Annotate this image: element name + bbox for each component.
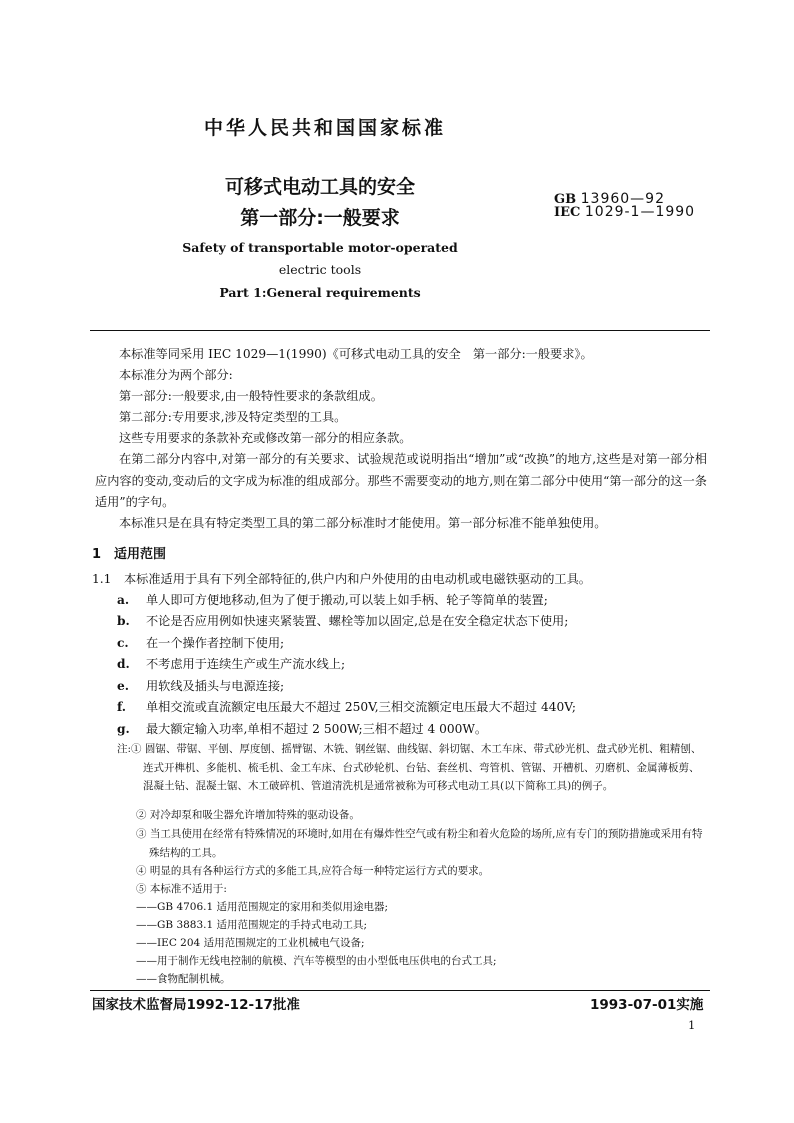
exclusion-4: ——用于制作无线电控制的航模、汽车等模型的由小型低电压供电的台式工具; bbox=[136, 955, 497, 967]
clause-number: 1.1 bbox=[92, 572, 112, 586]
title-en-line1: Safety of transportable motor-operated bbox=[182, 240, 458, 255]
section-1-heading: 1 适用范围 bbox=[92, 547, 167, 562]
scope-item-f: f. 单相交流或直流额定电压最大不超过 250V,三相交流额定电压最大不超过 440V; bbox=[117, 700, 576, 714]
scope-item-b: b. 不论是否应用例如快速夹紧装置、螺栓等加以固定,总是在安全稳定状态下使用; bbox=[117, 614, 569, 628]
approval-date: 国家技术监督局1992-12-17批准 bbox=[92, 997, 300, 1013]
intro-paragraph-4: 第二部分:专用要求,涉及特定类型的工具。 bbox=[119, 410, 347, 424]
title-cn-line2: 第一部分:一般要求 bbox=[240, 207, 400, 229]
scope-item-a: a. 单人即可方便地移动,但为了便于搬动,可以装上如手柄、轮子等简单的装置; bbox=[117, 593, 548, 607]
note-1: 注:① 圆锯、带锯、平刨、厚度刨、摇臂锯、木铣、钢丝锯、曲线锯、斜切锯、木工车床、带式砂光机、盘式砂光机、粗精刨、连式开榫机、多能机、梳毛机、金工车床、台式砂轮机、台钻、套丝机、弯管机、管锯、开槽机、刃磨机、金属薄板剪、混凝土钻、混凝土锯、木工破碎机、管道清洗机是通常被称为可移式电动工具(以下简称工具)的例子。 bbox=[117, 743, 702, 792]
implementation-date: 1993-07-01实施 bbox=[590, 997, 704, 1013]
header-rule bbox=[90, 330, 710, 331]
scope-item-c: c. 在一个操作者控制下使用; bbox=[117, 636, 285, 650]
scope-item-d: d. 不考虑用于连续生产或生产流水线上; bbox=[117, 657, 346, 671]
exclusion-3: ——IEC 204 适用范围规定的工业机械电气设备; bbox=[136, 937, 365, 949]
scope-item-e: e. 用软线及插头与电源连接; bbox=[117, 679, 285, 693]
national-standard-header: 中华人民共和国国家标准 bbox=[203, 117, 446, 139]
iec-code: 1029-1—1990 bbox=[584, 204, 696, 220]
intro-paragraph-6: 在第二部分内容中,对第一部分的有关要求、试验规范或说明指出“增加”或“改换”的地方,这些是对第一部分相应内容的变动,变动后的文字成为标准的组成部分。那些不需要变动的地方,则在第二部分中使用“第一部分的这一条适用”的字句。 bbox=[95, 452, 707, 509]
gb-code: 13960—92 bbox=[580, 191, 665, 207]
exclusion-5: ——食物配制机械。 bbox=[136, 973, 231, 985]
footer-rule bbox=[90, 990, 710, 991]
title-en-line3: Part 1:General requirements bbox=[219, 285, 421, 300]
note-2: ② 对冷却泵和吸尘器允许增加特殊的驱动设备。 bbox=[136, 809, 360, 821]
intro-paragraph-2: 本标准分为两个部分: bbox=[119, 368, 233, 382]
exclusion-1: ——GB 4706.1 适用范围规定的家用和类似用途电器; bbox=[136, 901, 389, 913]
clause-text: 本标准适用于具有下列全部特征的,供户内和户外使用的由电动机或电磁铁驱动的工具。 bbox=[124, 572, 591, 586]
intro-paragraph-5: 这些专用要求的条款补充或修改第一部分的相应条款。 bbox=[119, 431, 412, 445]
iec-prefix: IEC bbox=[554, 205, 581, 220]
note-5: ⑤ 本标准不适用于: bbox=[136, 883, 227, 895]
note-4: ④ 明显的具有各种运行方式的多能工具,应符合每一种特定运行方式的要求。 bbox=[136, 865, 490, 877]
title-cn-line1: 可移式电动工具的安全 bbox=[224, 176, 415, 198]
clause-1-1 bbox=[92, 570, 707, 587]
gb-prefix: GB bbox=[554, 192, 577, 207]
intro-paragraph-3: 第一部分:一般要求,由一般特性要求的条款组成。 bbox=[119, 389, 383, 403]
page-number: 1 bbox=[688, 1018, 696, 1032]
exclusion-2: ——GB 3883.1 适用范围规定的手持式电动工具; bbox=[136, 919, 368, 931]
scope-item-g: g. 最大额定输入功率,单相不超过 2 500W;三相不超过 4 000W。 bbox=[117, 722, 488, 736]
note-3: ③ 当工具使用在经常有特殊情况的环境时,如用在有爆炸性空气或有粉尘和着火危险的场所,应有专门的预防措施或采用有特殊结构的工具。 bbox=[136, 828, 703, 859]
title-en-line2: electric tools bbox=[278, 262, 362, 277]
intro-paragraph-7: 本标准只是在具有特定类型工具的第二部分标准时才能使用。第一部分标准不能单独使用。 bbox=[119, 516, 607, 530]
intro-paragraph-1: 本标准等同采用 IEC 1029—1(1990)《可移式电动工具的安全 第一部分:一般要求》。 bbox=[119, 347, 593, 361]
standard-number-iec bbox=[554, 204, 695, 220]
